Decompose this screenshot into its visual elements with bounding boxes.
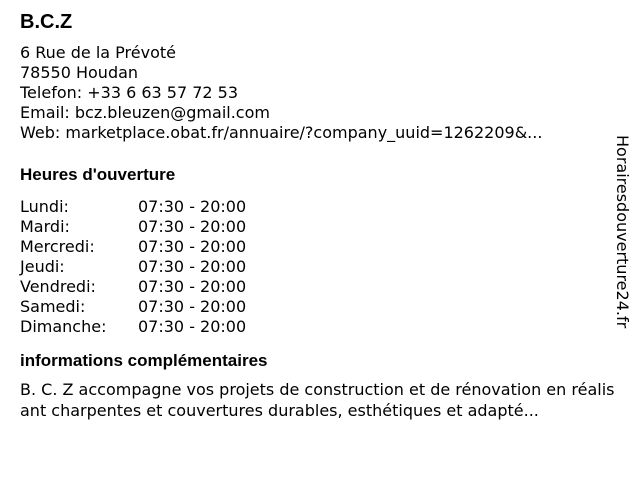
day-hours: 07:30 - 20:00	[138, 237, 247, 256]
day-hours: 07:30 - 20:00	[138, 317, 247, 336]
day-label: Vendredi:	[20, 277, 96, 296]
day-hours: 07:30 - 20:00	[138, 277, 247, 296]
email-line: Email: bcz.bleuzen@gmail.com	[20, 103, 270, 122]
watermark-text: Horairesdouverture24.fr	[613, 135, 632, 329]
business-name: B.C.Z	[20, 11, 73, 33]
hours-row-sunday	[20, 317, 620, 337]
hours-row-tuesday	[20, 217, 620, 237]
day-hours: 07:30 - 20:00	[138, 217, 247, 236]
day-label: Samedi:	[20, 297, 86, 316]
day-label: Lundi:	[20, 197, 69, 216]
day-label: Mercredi:	[20, 237, 95, 256]
info-description: B. C. Z accompagne vos projets de construction et de rénovation en réalisant charpentes et couvertures durables, esthétiques et adapté...	[20, 380, 615, 420]
address-street: 6 Rue de la Prévoté	[20, 43, 176, 62]
day-label: Dimanche:	[20, 317, 107, 336]
day-hours: 07:30 - 20:00	[138, 257, 247, 276]
day-hours: 07:30 - 20:00	[138, 197, 247, 216]
hours-row-friday	[20, 277, 620, 297]
hours-row-saturday	[20, 297, 620, 317]
address-city: 78550 Houdan	[20, 63, 139, 82]
hours-heading: Heures d'ouverture	[20, 165, 176, 184]
web-line: Web: marketplace.obat.fr/annuaire/?company_uuid=1262209&...	[20, 123, 543, 142]
hours-row-wednesday	[20, 237, 620, 257]
hours-row-thursday	[20, 257, 620, 277]
hours-row-monday	[20, 197, 620, 217]
info-heading: informations complémentaires	[20, 351, 268, 370]
phone-line: Telefon: +33 6 63 57 72 53	[20, 83, 239, 102]
hours-list	[20, 197, 620, 337]
business-card	[20, 10, 620, 421]
day-label: Jeudi:	[20, 257, 65, 276]
day-hours: 07:30 - 20:00	[138, 297, 247, 316]
day-label: Mardi:	[20, 217, 70, 236]
